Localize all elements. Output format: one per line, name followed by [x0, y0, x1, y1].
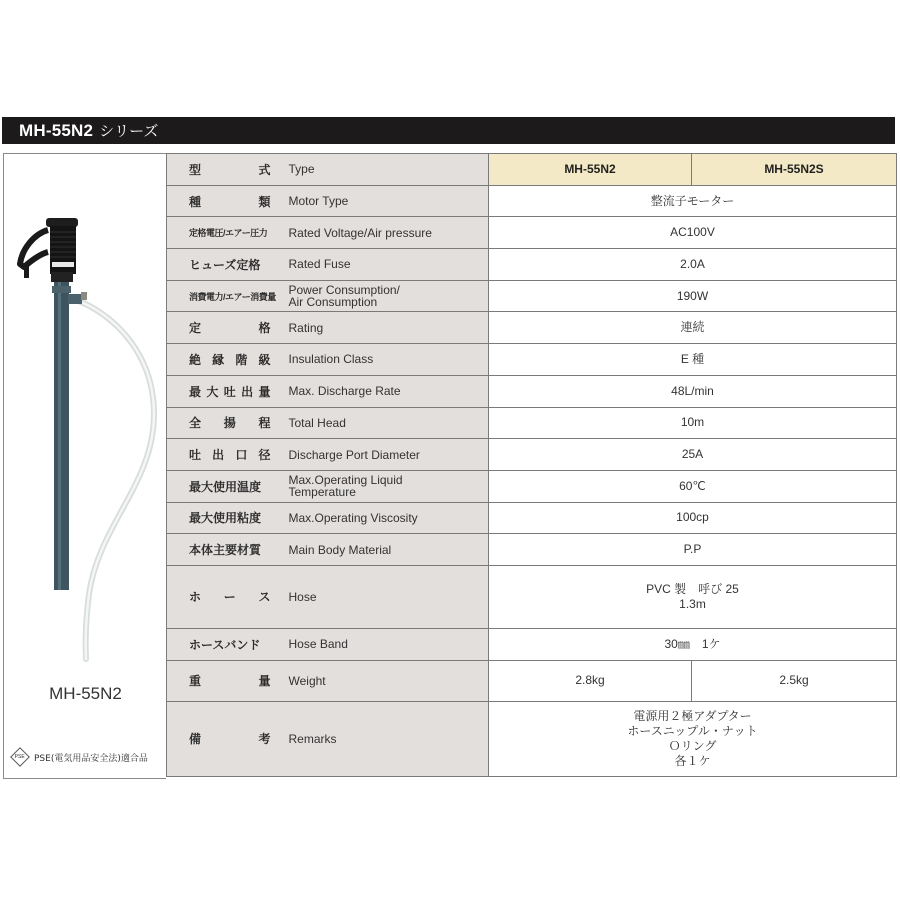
- table-row-motor-type: 種 類 Motor Type 整流子モーター: [167, 185, 897, 217]
- value-max-viscosity: 100cp: [489, 502, 897, 534]
- value-remarks: 電源用２極アダプター ホースニップル・ナット Ｏリング 各１ケ: [489, 701, 897, 776]
- table-row-weight: 重 量 Weight 2.8kg 2.5kg: [167, 660, 897, 701]
- value-hose: PVC 製 呼び 25 1.3m: [489, 565, 897, 628]
- value-weight-mh-55n2s: 2.5kg: [692, 660, 897, 701]
- table-row-max-discharge-rate: 最 大 吐 出 量 Max. Discharge Rate 48L/min: [167, 375, 897, 407]
- table-row-rating: 定 格 Rating 連続: [167, 312, 897, 344]
- product-model-caption: MH-55N2: [49, 684, 122, 703]
- table-row-rated-voltage: 定格電圧/エアー圧力 Rated Voltage/Air pressure AC100V: [167, 217, 897, 249]
- table-row-rated-fuse: ヒューズ定格 Rated Fuse 2.0A: [167, 249, 897, 281]
- model-header-mh-55n2: MH-55N2: [489, 154, 692, 186]
- pse-certification-text: PSE(電気用品安全法)適合品: [34, 753, 148, 764]
- product-image-panel: [3, 153, 166, 779]
- table-row-max-liquid-temperature: 最大使用温度 Max.Operating Liquid Temperature 60℃: [167, 470, 897, 502]
- table-row-max-viscosity: 最大使用粘度 Max.Operating Viscosity 100cp: [167, 502, 897, 534]
- value-discharge-port-diameter: 25A: [489, 439, 897, 471]
- specification-table: [166, 153, 897, 777]
- table-row-total-head: 全 揚 程 Total Head 10m: [167, 407, 897, 439]
- table-row-hose: ホ ー ス Hose PVC 製 呼び 25 1.3m: [167, 565, 897, 628]
- value-rated-voltage: AC100V: [489, 217, 897, 249]
- value-weight-mh-55n2: 2.8kg: [489, 660, 692, 701]
- value-motor-type: 整流子モーター: [489, 185, 897, 217]
- label-en-type: Type: [289, 154, 489, 186]
- table-row-power-consumption: 消費電力/エアー消費量 Power Consumption/ Air Consumption 190W: [167, 280, 897, 312]
- pse-mark-icon: PSE: [10, 747, 30, 767]
- value-insulation-class: E 種: [489, 344, 897, 376]
- table-row-discharge-port-diameter: 吐 出 口 径 Discharge Port Diameter 25A: [167, 439, 897, 471]
- series-suffix: シリーズ: [99, 122, 159, 140]
- table-header-row: [167, 154, 897, 186]
- model-header-mh-55n2s: MH-55N2S: [692, 154, 897, 186]
- table-row-remarks: 備 考 Remarks 電源用２極アダプター ホースニップル・ナット Ｏリング 各１ケ: [167, 701, 897, 776]
- value-max-liquid-temperature: 60℃: [489, 470, 897, 502]
- value-rating: 連続: [489, 312, 897, 344]
- table-row-hose-band: ホースバンド Hose Band 30㎜ 1ケ: [167, 628, 897, 660]
- value-hose-band: 30㎜ 1ケ: [489, 628, 897, 660]
- value-total-head: 10m: [489, 407, 897, 439]
- series-model-name: MH-55N2: [19, 120, 94, 140]
- pse-certification-note: [10, 750, 148, 764]
- value-max-discharge-rate: 48L/min: [489, 375, 897, 407]
- value-rated-fuse: 2.0A: [489, 249, 897, 281]
- value-power-consumption: 190W: [489, 280, 897, 312]
- table-row-main-body-material: 本体主要材質 Main Body Material P.P: [167, 534, 897, 566]
- label-jp-type: 型 式: [167, 154, 289, 186]
- table-row-insulation-class: 絶 縁 階 級 Insulation Class E 種: [167, 344, 897, 376]
- series-title-bar: [2, 117, 895, 144]
- value-main-body-material: P.P: [489, 534, 897, 566]
